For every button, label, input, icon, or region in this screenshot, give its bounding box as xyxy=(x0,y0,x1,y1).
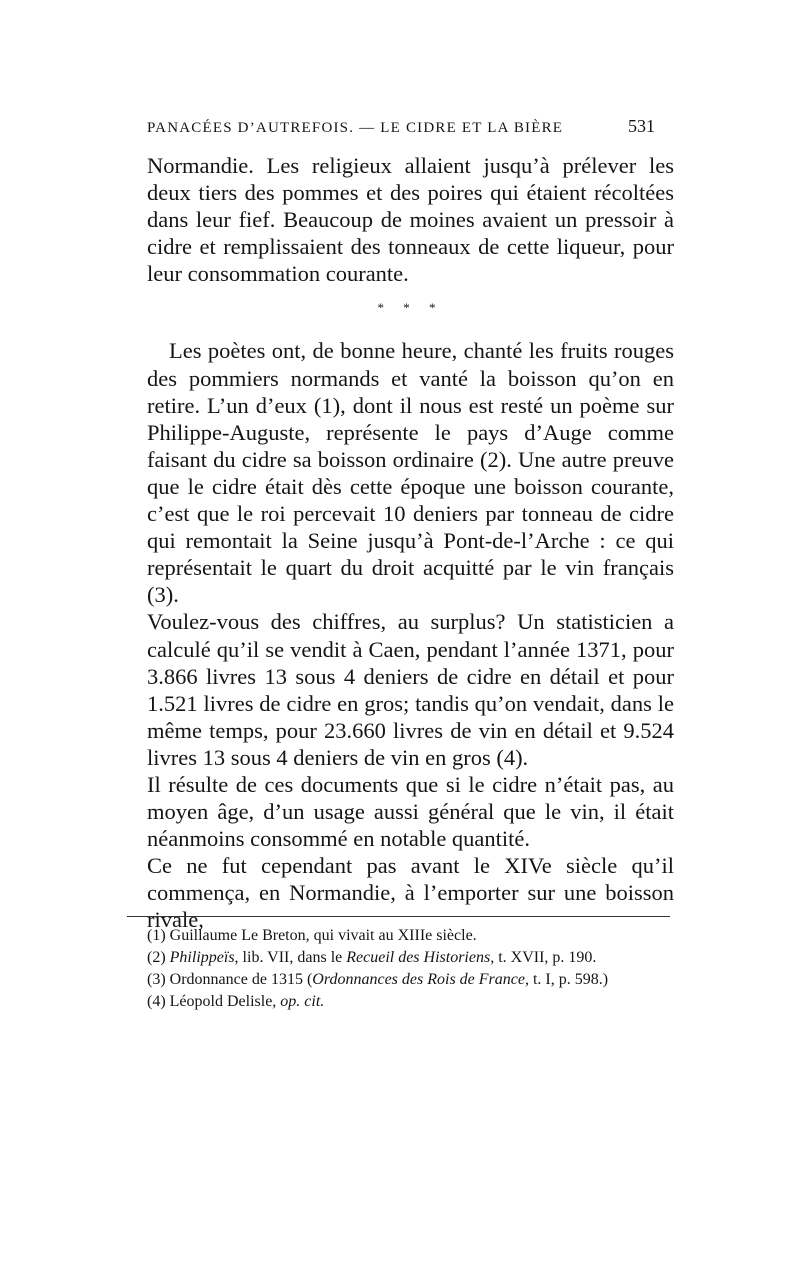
footnote-1: (1) Guillaume Le Breton, qui vivait au XIIIe siècle. xyxy=(147,927,477,944)
footnote-2-work: Recueil des Historiens xyxy=(346,949,491,966)
page-number: 531 xyxy=(628,116,655,136)
footnotes xyxy=(127,925,670,1013)
paragraph-4: Il résulte de ces documents que si le cidre n’était pas, au moyen âge, d’un usage aussi général que le vin, il était néanmoins consommé en notable quantité. xyxy=(147,771,674,852)
running-header xyxy=(147,116,655,137)
footnote-4: (4) Léopold Delisle, op. cit. xyxy=(147,993,325,1010)
footnote-4-ref: op. cit. xyxy=(280,993,325,1010)
footnote-3: (3) Ordonnance de 1315 (Ordonnances des Rois de France, t. I, p. 598.) xyxy=(147,971,609,988)
section-separator: * * * xyxy=(377,300,444,316)
main-text xyxy=(147,152,674,934)
paragraph-3: Voulez-vous des chiffres, au surplus? Un statisticien a calculé qu’il se vendit à Caen, pendant l’année 1371, pour 3.866 livres 13 sous 4 deniers de cidre en détail et pour 1.521 livres de cidre en gros; tandis qu’on vendait, dans le même temps, pour 23.660 livres de vin en détail et 9.524 livres 13 sous 4 deniers de vin en gros (4). xyxy=(147,609,674,770)
footnote-3-work: Ordonnances des Rois de France xyxy=(312,971,525,988)
paragraph-5: Ce ne fut cependant pas avant le XIVe siècle qu’il commença, en Normandie, à l’emporter sur une boisson rivale, xyxy=(147,853,674,933)
footnote-rule xyxy=(127,916,670,917)
paragraph-1: Normandie. Les religieux allaient jusqu’à prélever les deux tiers des pommes et des poires qui étaient récoltées dans leur fief. Beaucoup de moines avaient un pressoir à cidre et remplissaient des tonneaux de cette liqueur, pour leur consommation courante. xyxy=(147,153,674,287)
footnote-2: (2) Philippeïs, lib. VII, dans le Recueil des Historiens, t. XVII, p. 190. xyxy=(147,949,597,966)
running-title: PANACÉES D’AUTREFOIS. — LE CIDRE ET LA BIÈRE xyxy=(147,120,564,136)
footnote-2-title: Philippeïs xyxy=(169,949,235,966)
paragraph-2: Les poètes ont, de bonne heure, chanté les fruits rouges des pommiers normands et vanté la boisson qu’on en retire. L’un d’eux (1), dont il nous est resté un poème sur Philippe-Auguste, représente le pays d’Auge comme faisant du cidre sa boisson ordinaire (2). Une autre preuve que le cidre était dès cette époque une boisson courante, c’est que le roi percevait 10 deniers par tonneau de cidre qui remontait la Seine jusqu’à Pont-de-l’Arche : ce qui représentait le quart du droit acquitté par le vin français (3). xyxy=(147,338,674,608)
